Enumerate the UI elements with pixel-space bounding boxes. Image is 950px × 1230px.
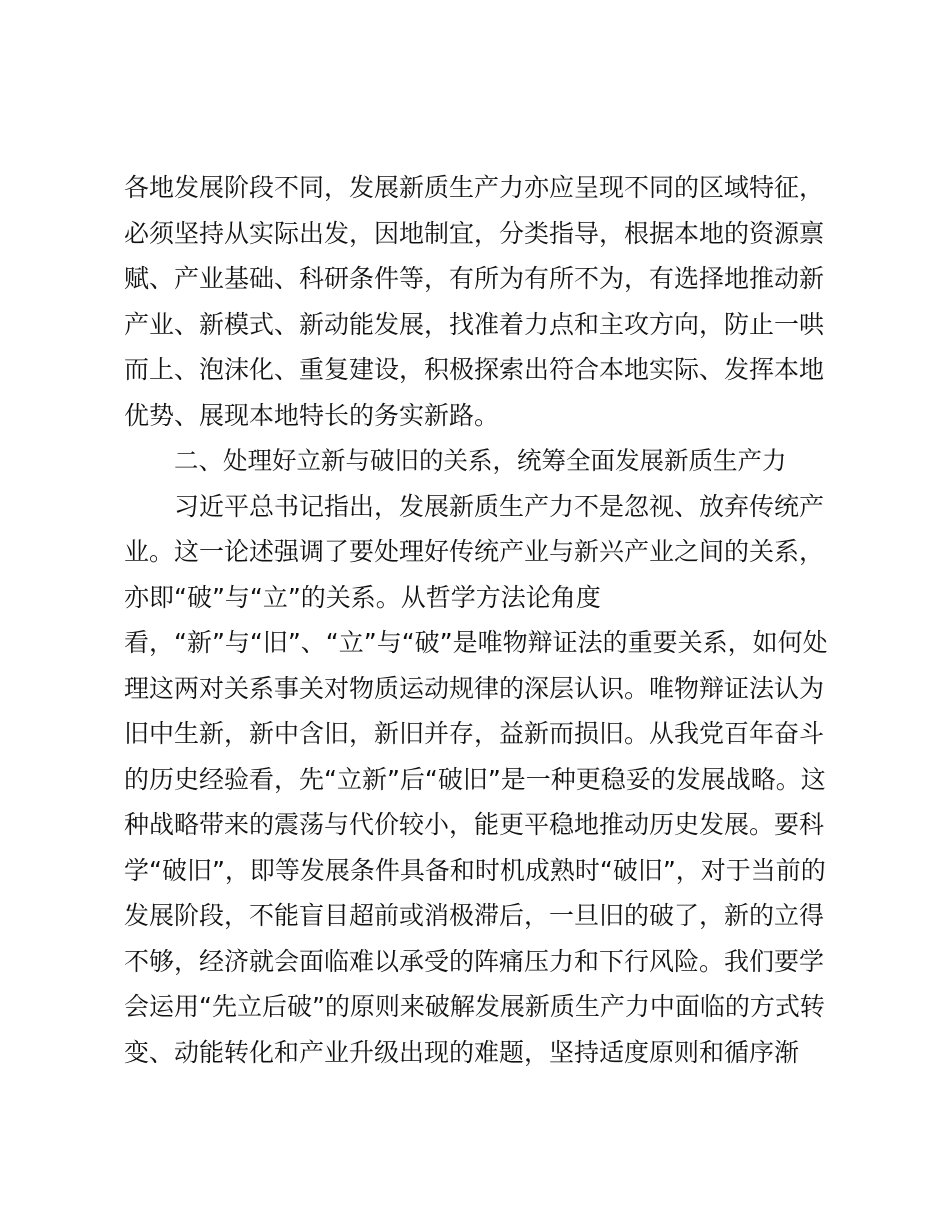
text-line: 种战略带来的震荡与代价较小，能更平稳地推动历史发展。要科 bbox=[124, 810, 825, 839]
text-line: 习近平总书记指出，发展新质生产力不是忽视、放弃传统产 bbox=[174, 491, 825, 521]
text-line: 旧中生新，新中含旧，新旧并存，益新而损旧。从我党百年奋斗 bbox=[124, 719, 825, 748]
text-line: 必须坚持从实际出发，因地制宜，分类指导，根据本地的资源禀 bbox=[124, 218, 825, 248]
section-heading: 二、处理好立新与破旧的关系，统筹全面发展新质生产力 bbox=[174, 446, 787, 475]
body-text bbox=[124, 165, 834, 1075]
text-line: 学“破旧”，即等发展条件具备和时机成熟时“破旧”，对于当前的 bbox=[124, 855, 826, 885]
text-line: 会运用“先立后破”的原则来破解发展新质生产力中面临的方式转 bbox=[124, 992, 825, 1021]
text-line: 产业、新模式、新动能发展，找准着力点和主攻方向，防止一哄 bbox=[124, 309, 825, 339]
text-line: 业。这一论述强调了要处理好传统产业与新兴产业之间的关系， bbox=[124, 537, 825, 566]
text-line: 优势、展现本地特长的务实新路。 bbox=[124, 400, 500, 430]
text-line: 变、动能转化和产业升级出现的难题，坚持适度原则和循序渐 bbox=[124, 1037, 800, 1067]
text-line: 发展阶段，不能盲目超前或消极滞后，一旦旧的破了，新的立得 bbox=[124, 901, 825, 930]
text-line: 看，“新”与“旧”、“立”与“破”是唯物辩证法的重要关系，如何处 bbox=[124, 628, 828, 657]
text-line: 各地发展阶段不同，发展新质生产力亦应呈现不同的区域特征， bbox=[124, 173, 825, 202]
text-line: 的历史经验看，先“立新”后“破旧”是一种更稳妥的发展战略。这 bbox=[124, 764, 826, 794]
text-line: 而上、泡沫化、重复建设，积极探索出符合本地实际、发挥本地 bbox=[124, 355, 825, 384]
text-line: 赋、产业基础、科研条件等，有所为有所不为，有选择地推动新 bbox=[124, 264, 825, 293]
text-line: 亦即“破”与“立”的关系。从哲学方法论角度 bbox=[124, 582, 601, 612]
text-line: 不够，经济就会面临难以承受的阵痛压力和下行风险。我们要学 bbox=[124, 946, 825, 976]
text-line: 理这两对关系事关对物质运动规律的深层认识。唯物辩证法认为 bbox=[124, 673, 825, 703]
